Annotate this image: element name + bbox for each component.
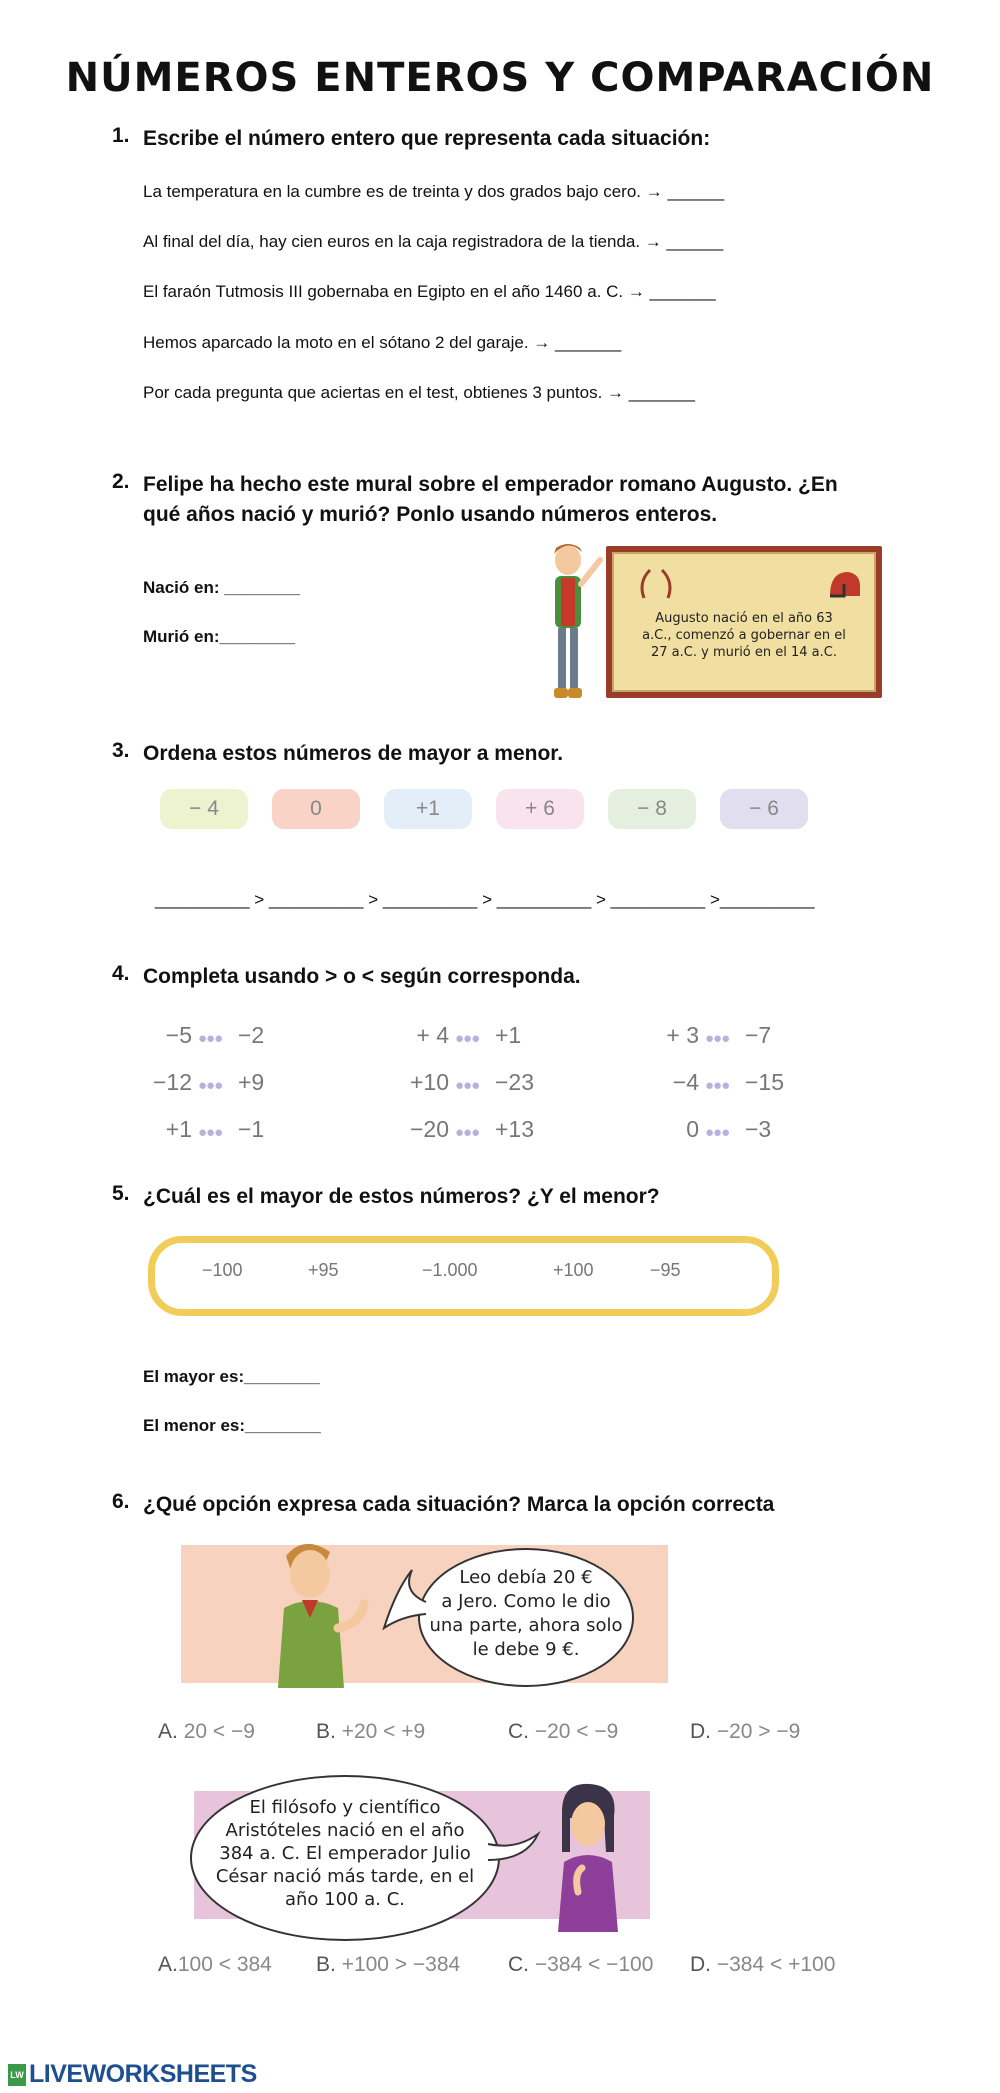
bubble-1-line-2: a Jero. Como le dio xyxy=(441,1591,611,1612)
comparison-left-value: −4 xyxy=(672,1069,699,1095)
comparison-slot[interactable]: ●●● xyxy=(455,1124,480,1141)
number-pill-6[interactable]: − 6 xyxy=(720,789,808,829)
bubble-1-line-4: le debe 9 €. xyxy=(472,1639,580,1660)
mural-line-1: Augusto nació en el año 63 xyxy=(655,611,833,626)
mural-line-3: 27 a.C. y murió en el 14 a.C. xyxy=(651,645,837,660)
q2-number: 2. xyxy=(112,470,130,493)
q5-prompt: ¿Cuál es el mayor de estos números? ¿Y el menor? xyxy=(143,1185,660,1208)
q2-prompt-line1: Felipe ha hecho este mural sobre el emperador romano Augusto. ¿En xyxy=(143,473,838,496)
number-pill-3[interactable]: +1 xyxy=(384,789,472,829)
mural-line-2: a.C., comenzó a gobernar en el xyxy=(642,628,846,643)
q5-number-1: −100 xyxy=(202,1260,243,1280)
q6-prompt: ¿Qué opción expresa cada situación? Marca la opción correcta xyxy=(143,1493,775,1516)
option-1-b[interactable]: B. +20 < +9 xyxy=(316,1720,426,1743)
number-pill-2[interactable]: 0 xyxy=(272,789,360,829)
comparison-right-value: −3 xyxy=(745,1116,772,1142)
option-2-c[interactable]: C. −384 < −100 xyxy=(508,1953,654,1976)
comparison-right-value: +9 xyxy=(238,1069,265,1095)
comparison-left-value: +1 xyxy=(165,1116,192,1142)
q1-item-5[interactable]: Por cada pregunta que aciertas en el test, obtienes 3 puntos. → _______ xyxy=(143,383,695,402)
q5-number-2: +95 xyxy=(308,1260,339,1280)
q5-number-3: −1.000 xyxy=(422,1260,478,1280)
comparison-right-value: −7 xyxy=(745,1022,772,1048)
comparison-right-value: −15 xyxy=(745,1069,785,1095)
comparison-left-value: −20 xyxy=(409,1116,449,1142)
comparison-slot[interactable]: ●●● xyxy=(198,1030,223,1047)
q5-number-5: −95 xyxy=(650,1260,681,1280)
number-pill-4[interactable]: + 6 xyxy=(496,789,584,829)
bubble-2-line-2: Aristóteles nació en el año xyxy=(225,1820,465,1841)
comparison-slot[interactable]: ●●● xyxy=(705,1030,730,1047)
min-field[interactable]: El menor es:________ xyxy=(143,1416,321,1435)
boy-illustration xyxy=(528,540,608,705)
q6-number: 6. xyxy=(112,1490,130,1513)
comparison-right-value: +1 xyxy=(495,1022,522,1048)
comparison-slot[interactable]: ●●● xyxy=(705,1124,730,1141)
q3-prompt: Ordena estos números de mayor a menor. xyxy=(143,742,564,765)
max-field[interactable]: El mayor es:________ xyxy=(143,1367,320,1386)
option-2-d[interactable]: D. −384 < +100 xyxy=(690,1953,836,1976)
comparison-slot[interactable]: ●●● xyxy=(705,1077,730,1094)
option-1-a[interactable]: A. 20 < −9 xyxy=(158,1720,255,1743)
comparison-right-value: −2 xyxy=(238,1022,265,1048)
augustus-mural xyxy=(606,546,882,698)
q5-number: 5. xyxy=(112,1182,130,1205)
q1-prompt: Escribe el número entero que representa cada situación: xyxy=(143,127,711,150)
q4-prompt: Completa usando > o < según corresponda. xyxy=(143,965,581,988)
comparison-right-value: −1 xyxy=(238,1116,265,1142)
bubble-1-line-3: una parte, ahora solo xyxy=(429,1615,623,1636)
comparison-left-value: 0 xyxy=(686,1116,699,1142)
helmet-icon xyxy=(824,566,864,600)
bubble-2-line-4: César nació más tarde, en el xyxy=(215,1866,475,1887)
comparison-left-value: −5 xyxy=(165,1022,192,1048)
logo-text: LIVEWORKSHEETS xyxy=(29,2060,257,2088)
comparison-slot[interactable]: ●●● xyxy=(198,1077,223,1094)
number-pill-5[interactable]: − 8 xyxy=(608,789,696,829)
bubble-2-line-1: El filósofo y científico xyxy=(249,1797,441,1818)
option-1-c[interactable]: C. −20 < −9 xyxy=(508,1720,619,1743)
number-pill-1[interactable]: − 4 xyxy=(160,789,248,829)
born-field[interactable]: Nació en: ________ xyxy=(143,578,300,597)
bubble-2-line-5: año 100 a. C. xyxy=(284,1889,405,1910)
comparison-right-value: −23 xyxy=(495,1069,535,1095)
bubble-1-line-1: Leo debía 20 € xyxy=(459,1567,593,1588)
girl-illustration xyxy=(548,1782,628,1932)
laurel-icon xyxy=(636,564,676,604)
comparison-slot[interactable]: ●●● xyxy=(455,1077,480,1094)
leo-illustration xyxy=(264,1538,374,1688)
option-1-d[interactable]: D. −20 > −9 xyxy=(690,1720,801,1743)
comparison-slot[interactable]: ●●● xyxy=(455,1030,480,1047)
order-answer-line[interactable]: __________ > __________ > __________ > __________ > __________ >__________ xyxy=(155,890,815,909)
comparison-right-value: +13 xyxy=(495,1116,535,1142)
died-field[interactable]: Murió en:________ xyxy=(143,627,296,646)
q5-number-4: +100 xyxy=(553,1260,594,1280)
q1-item-3[interactable]: El faraón Tutmosis III gobernaba en Egipto en el año 1460 a. C. → _______ xyxy=(143,282,716,301)
q4-number: 4. xyxy=(112,962,130,985)
comparison-left-value: −12 xyxy=(152,1069,192,1095)
q3-number: 3. xyxy=(112,739,130,762)
page-title: NÚMEROS ENTEROS Y COMPARACIÓN xyxy=(65,55,935,101)
bubble-2-line-3: 384 a. C. El emperador Julio xyxy=(219,1843,471,1864)
comparison-left-value: + 4 xyxy=(416,1022,449,1048)
q1-number: 1. xyxy=(112,124,130,147)
comparison-slot[interactable]: ●●● xyxy=(198,1124,223,1141)
q1-item-1[interactable]: La temperatura en la cumbre es de treinta y dos grados bajo cero. → ______ xyxy=(143,182,725,201)
liveworksheets-logo[interactable] xyxy=(8,2060,257,2089)
logo-badge-icon: LW xyxy=(8,2064,26,2086)
q1-item-4[interactable]: Hemos aparcado la moto en el sótano 2 del garaje. → _______ xyxy=(143,333,622,352)
option-2-b[interactable]: B. +100 > −384 xyxy=(316,1953,461,1976)
comparison-left-value: + 3 xyxy=(666,1022,699,1048)
comparison-left-value: +10 xyxy=(409,1069,449,1095)
q2-prompt-line2: qué años nació y murió? Ponlo usando números enteros. xyxy=(143,503,718,526)
option-2-a[interactable]: A.100 < 384 xyxy=(158,1953,272,1976)
q1-item-2[interactable]: Al final del día, hay cien euros en la caja registradora de la tienda. → ______ xyxy=(143,232,724,251)
